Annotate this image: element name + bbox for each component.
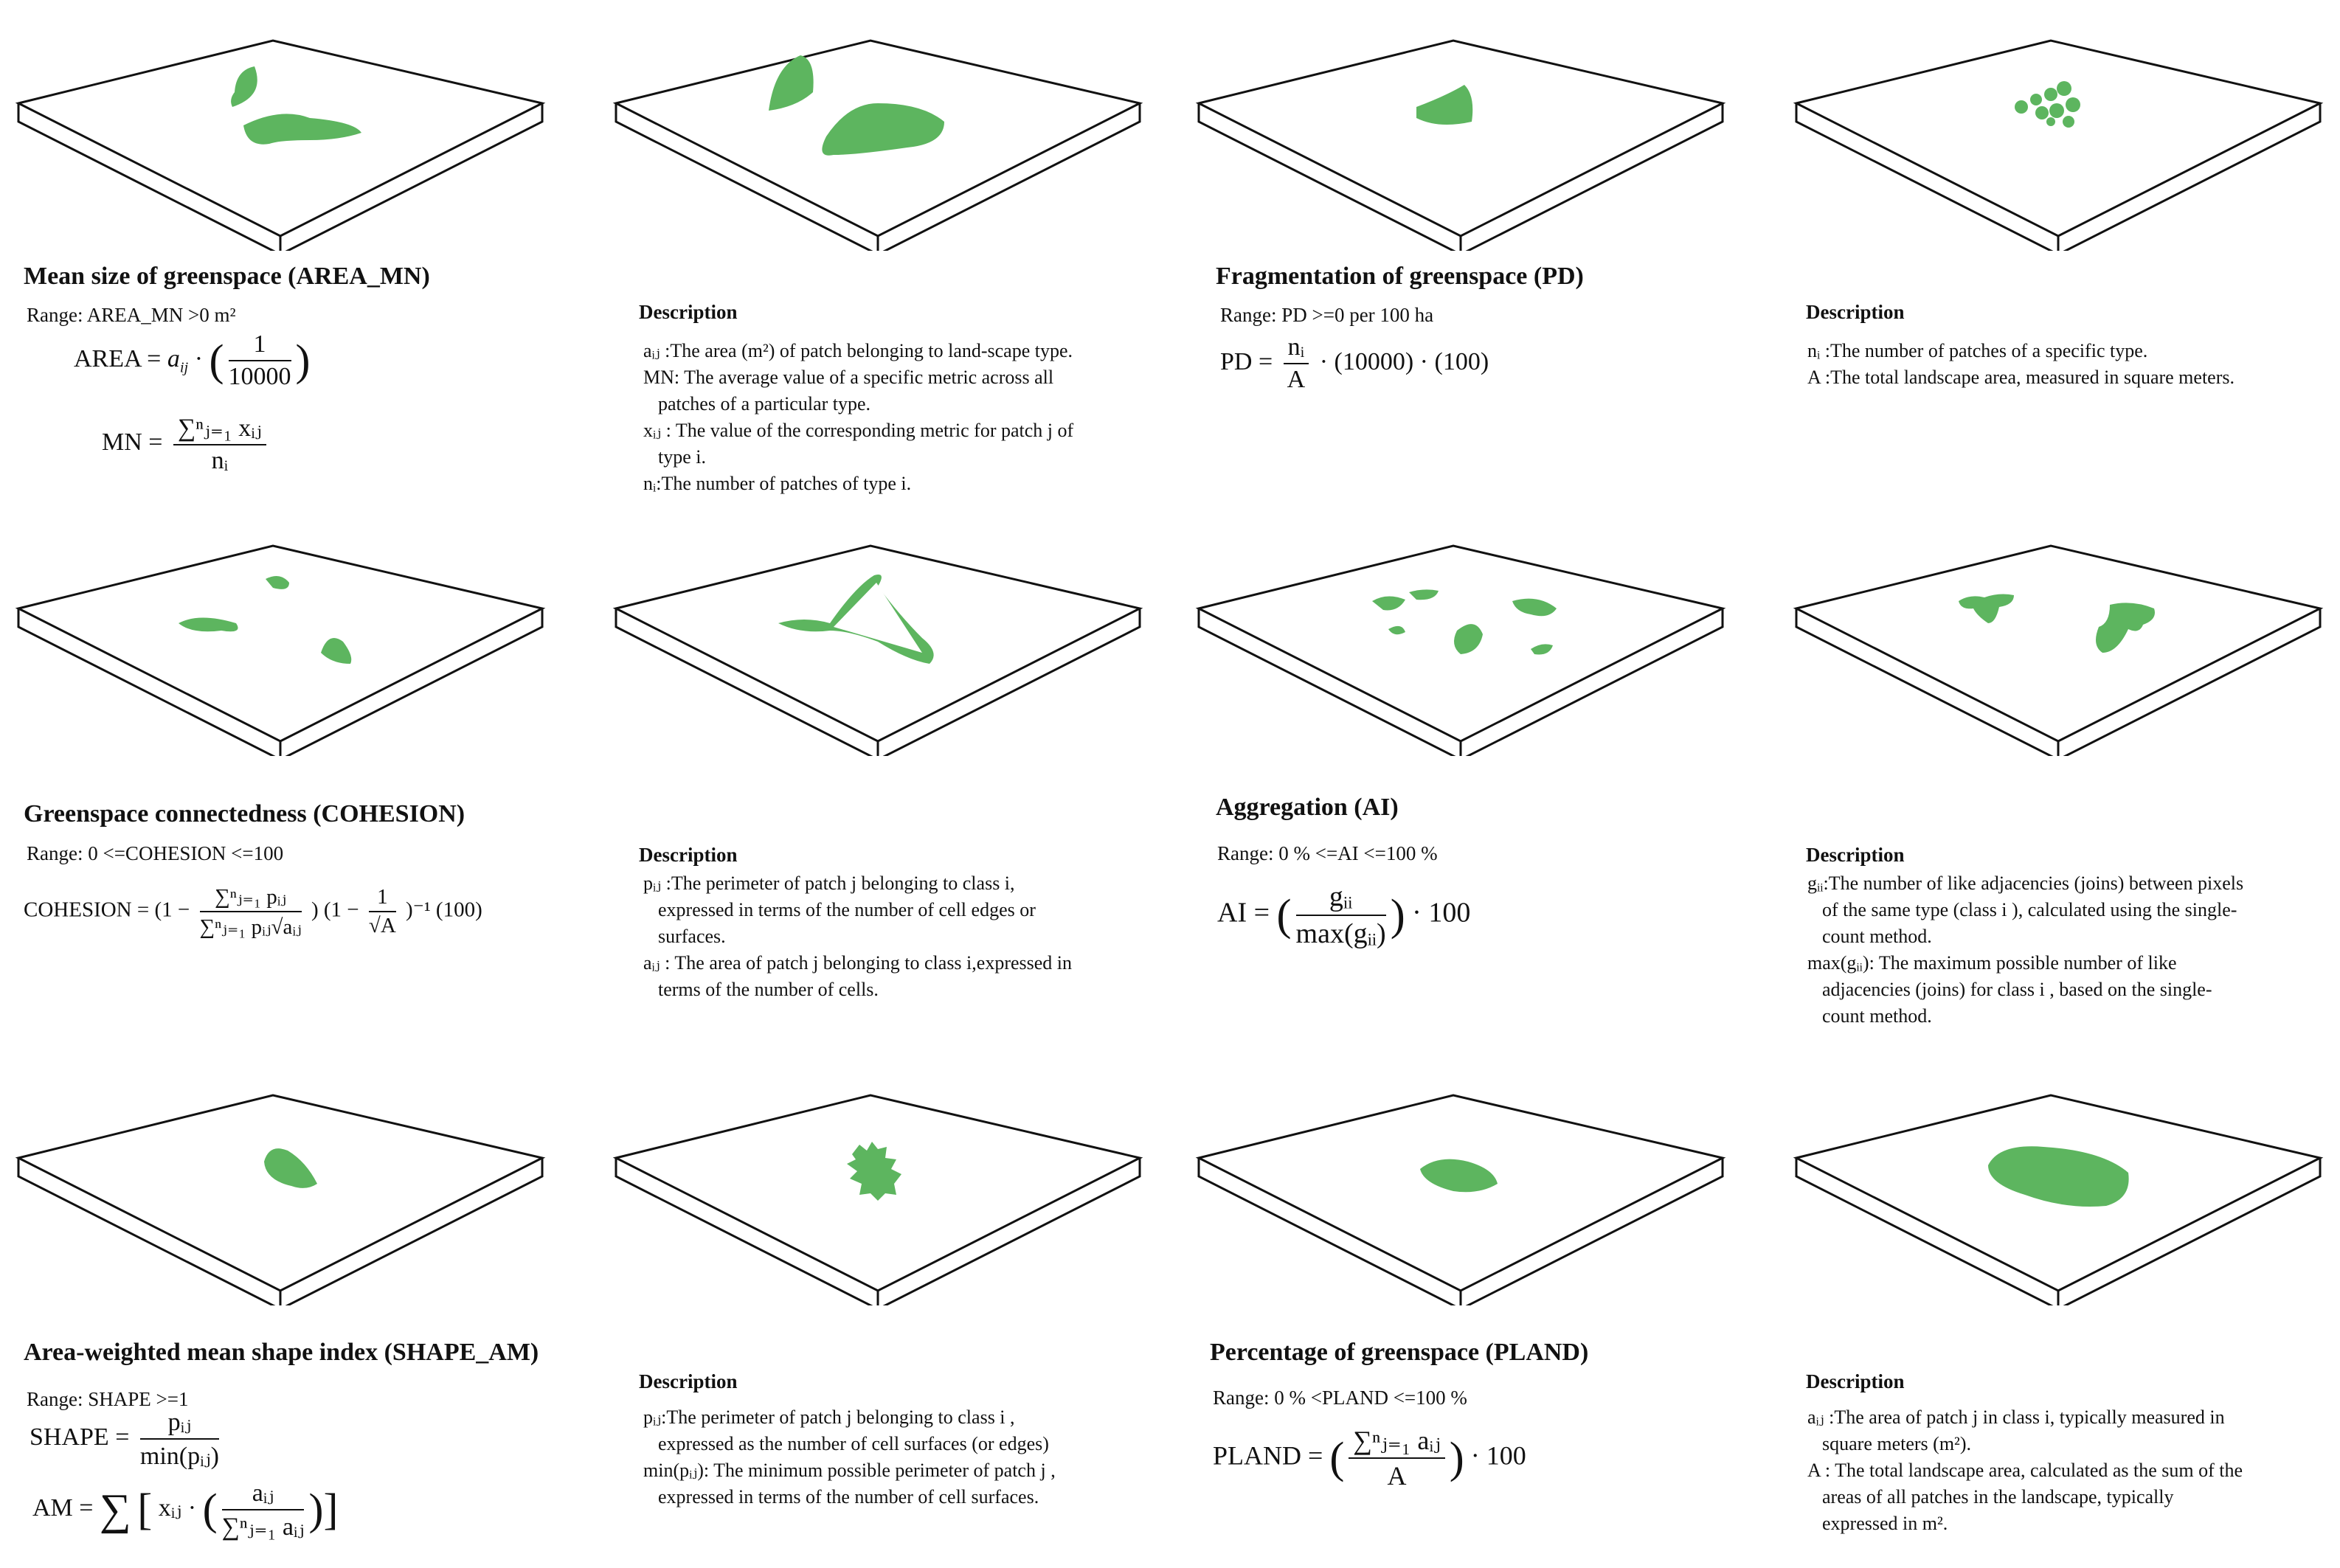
green-patch: [2015, 100, 2028, 114]
range-pland: Range: 0 % <PLAND <=100 %: [1213, 1387, 1467, 1409]
landscape-slab-ai-a: [1195, 542, 1726, 756]
green-patch: [2030, 94, 2042, 105]
description-heading: Description: [639, 301, 738, 323]
landscape-slab-pland-a: [1195, 1092, 1726, 1305]
description-shape-am: pᵢⱼ:The perimeter of patch j belonging to class i , expressed as the number of cell surfaces (or edges) min(pᵢⱼ): The minimum possible perimeter of patch j , expressed in terms of the number of cell surfaces.: [643, 1406, 1056, 1508]
landscape-slab-cohesion-b: [612, 542, 1143, 756]
landscape-slab-ai-b: [1793, 542, 2324, 756]
landscape-slab-area-mn-b: [612, 37, 1143, 251]
equation-ai: AI = ( $\frac{\text{gᵢᵢ}}{\text{max(gᵢᵢ)}}$ ) · 100: [1217, 881, 1471, 949]
range-cohesion: Range: 0 <=COHESION <=100: [27, 842, 284, 864]
description-area-mn: aᵢⱼ :The area (m²) of patch belonging to land-scape type. MN: The average value of a specific metric across all patches of a particular type. xᵢⱼ : The value of the corresponding metric for patch j of type i. nᵢ:The number of patches of type i.: [643, 340, 1074, 494]
green-patch: [2049, 103, 2064, 118]
description-pd: nᵢ :The number of patches of a specific type. A :The total landscape area, measured in square meters.: [1807, 340, 2235, 388]
title-pland: Percentage of greenspace (PLAND): [1210, 1339, 1589, 1366]
equation-pland: PLAND = ( $\frac{\text{∑ⁿⱼ₌₁ aᵢⱼ}}{A}$ ) · 100: [1213, 1426, 1526, 1491]
range-shape-am: Range: SHAPE >=1: [27, 1388, 189, 1410]
description-pland: aᵢⱼ :The area of patch j in class i, typically measured in square meters (m²). A : The total landscape area, calculated as the sum of the areas of all patches in the landscape, typically expressed in m².: [1807, 1406, 2243, 1534]
landscape-slab-pd-a: [1195, 37, 1726, 251]
landscape-slab-pland-b: [1793, 1092, 2324, 1305]
description-heading: Description: [1806, 844, 1905, 866]
green-patch: [2044, 88, 2057, 101]
landscape-slab-area-mn-a: [15, 37, 546, 251]
green-patch: [2063, 116, 2074, 128]
range-area-mn: Range: AREA_MN >0 m²: [27, 304, 236, 326]
description-heading: Description: [639, 1370, 738, 1392]
range-pd: Range: PD >=0 per 100 ha: [1220, 304, 1434, 326]
equation-shape: SHAPE = $\frac{\text{pᵢⱼ}}{\text{min(pᵢⱼ)}}$: [30, 1409, 219, 1470]
title-shape-am: Area-weighted mean shape index (SHAPE_AM): [24, 1339, 539, 1366]
green-patch: [2057, 81, 2071, 96]
green-patch: [2035, 106, 2049, 119]
description-heading: Description: [639, 844, 738, 866]
landscape-slab-shape-am-a: [15, 1092, 546, 1305]
title-cohesion: Greenspace connectedness (COHESION): [24, 800, 465, 828]
description-heading: Description: [1806, 301, 1905, 323]
green-patch: [2066, 97, 2080, 112]
description-heading: Description: [1806, 1370, 1905, 1392]
green-patch: [2046, 117, 2055, 126]
range-ai: Range: 0 % <=AI <=100 %: [1217, 842, 1438, 864]
description-cohesion: pᵢⱼ :The perimeter of patch j belonging to class i, expressed in terms of the number of cell edges or surfaces. aᵢⱼ : The area of patch j belonging to class i,expressed in terms of the number of cells.: [643, 873, 1073, 1000]
landscape-slab-cohesion-a: [15, 542, 546, 756]
title-pd: Fragmentation of greenspace (PD): [1216, 263, 1584, 290]
equation-pd: PD = $\frac{\text{nᵢ}}{A}$ · (10000) · (100): [1220, 333, 1489, 393]
landscape-slab-pd-b: [1793, 37, 2324, 251]
equation-am: AM = ∑ [ xᵢⱼ · ( $\frac{\text{aᵢⱼ}}{\text{∑ⁿⱼ₌₁ aᵢⱼ}}$ )]: [32, 1479, 339, 1541]
description-ai: gᵢᵢ:The number of like adjacencies (joins) between pixels of the same type (class i ), calculated using the single-count method. max(gᵢᵢ): The maximum possible number of like adjacencies (joins) for class i , based on the single-count method.: [1807, 873, 2244, 1027]
equation-cohesion: COHESION = (1 − $\frac{\text{∑ⁿⱼ₌₁ pᵢⱼ}}{\text{∑ⁿⱼ₌₁ pᵢⱼ√aᵢⱼ}}$ ) (1 − $\frac{1}{√A}$ )⁻¹ (100): [24, 885, 482, 939]
equation-area: AREA = $a_{ij}$ · ( $\frac{1}{10000}$ ): [74, 330, 311, 390]
landscape-slab-shape-am-b: [612, 1092, 1143, 1305]
equation-mn: MN = $\frac{\text{∑ⁿⱼ₌₁ xᵢⱼ}}{\text{nᵢ}}$: [102, 413, 271, 475]
title-ai: Aggregation (AI): [1216, 794, 1399, 821]
title-area-mn: Mean size of greenspace (AREA_MN): [24, 263, 430, 290]
